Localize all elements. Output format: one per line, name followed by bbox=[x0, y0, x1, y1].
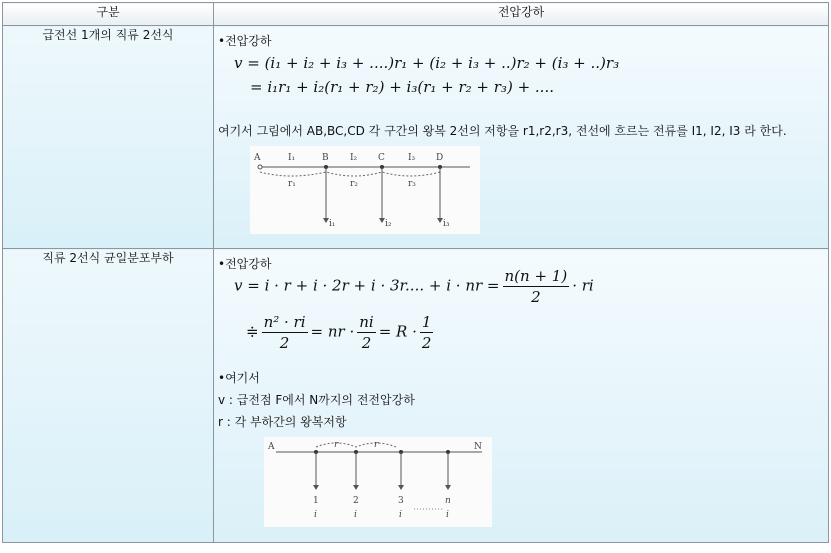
uniform-node-a: A bbox=[268, 442, 275, 452]
uniform-tap-n bbox=[445, 450, 451, 490]
uniform-node-n: N bbox=[474, 442, 482, 452]
uniform-tap-2 bbox=[353, 450, 359, 490]
row1-bullet: •전압강하 bbox=[218, 34, 272, 48]
uniform-res-label-2: r bbox=[374, 440, 379, 450]
tap-current-2: i₂ bbox=[385, 219, 392, 229]
current-label-3: I₃ bbox=[408, 153, 416, 163]
row2-formula-line2: ≑ $\frac{\text{n² · ri}}{2}$ = nr · $\frac{ni}{2}$ = R · $\frac{1}{2}$ bbox=[246, 313, 432, 352]
tap-c bbox=[379, 165, 385, 223]
voltage-drop-table bbox=[2, 2, 829, 543]
row1-content bbox=[214, 26, 829, 249]
row2-content bbox=[214, 249, 829, 543]
resistance-label-3: r₃ bbox=[408, 179, 416, 189]
node-label-c: C bbox=[378, 153, 385, 163]
res-arc bbox=[316, 443, 396, 447]
resistance-label-1: r₁ bbox=[288, 179, 296, 189]
uniform-res-label-1: r bbox=[334, 440, 339, 450]
current-label-2: I₂ bbox=[350, 153, 358, 163]
current-label-1: I₁ bbox=[288, 153, 296, 163]
uniform-tap-i-3: i bbox=[399, 510, 402, 520]
uniform-tap-num-n: n bbox=[445, 496, 451, 506]
uniform-tap-i-1: i bbox=[314, 510, 317, 520]
row2-label: 직류 2선식 균일분포부하 bbox=[3, 249, 214, 543]
header-category: 구분 bbox=[3, 3, 214, 26]
uniform-tap-3 bbox=[398, 450, 404, 490]
tap-b bbox=[323, 165, 329, 223]
row2-formula-line1: v = i · r + i · 2r + i · 3r.... + i · nr = $\frac{n(n + 1)}{2}$ · ri bbox=[234, 267, 594, 306]
row1-formula-line2: = i₁r₁ + i₂(r₁ + r₂) + i₃(r₁ + r₂ + r₃) + .... bbox=[250, 78, 554, 96]
row1-note: 여기서 그림에서 AB,BC,CD 각 구간의 왕복 2선의 저항을 r1,r2,r3, 전선에 흐르는 전류를 I1, I2, I3 라 한다. bbox=[218, 124, 787, 138]
row2-bullet: •전압강하 bbox=[218, 257, 272, 271]
uniform-tap-i-2: i bbox=[354, 510, 357, 520]
node-label-d: D bbox=[436, 153, 444, 163]
uniform-tap-num-2: 2 bbox=[353, 496, 359, 506]
resistance-label-2: r₂ bbox=[350, 179, 358, 189]
row2-where-r: r : 각 부하간의 왕복저항 bbox=[218, 415, 347, 429]
uniform-tap-num-1: 1 bbox=[313, 496, 319, 506]
node-label-a: A bbox=[254, 153, 261, 163]
tap-d bbox=[437, 165, 443, 223]
row1-label: 급전선 1개의 직류 2선식 bbox=[3, 26, 214, 249]
uniform-load-diagram bbox=[264, 437, 492, 527]
header-voltage-drop: 전압강하 bbox=[214, 3, 829, 26]
resistance-arc bbox=[260, 172, 440, 176]
uniform-tap-num-3: 3 bbox=[398, 496, 404, 506]
tap-current-1: i₁ bbox=[329, 219, 336, 229]
row1-formula-line1: v = (i₁ + i₂ + i₃ + ....)r₁ + (i₂ + i₃ + ..)r₂ + (i₃ + ..)r₃ bbox=[234, 54, 620, 72]
uniform-tap-1 bbox=[313, 450, 319, 490]
node-a-terminal bbox=[258, 165, 262, 169]
series-load-diagram bbox=[250, 146, 480, 234]
uniform-tap-i-n: i bbox=[446, 510, 449, 520]
node-label-b: B bbox=[322, 153, 329, 163]
tap-current-3: i₃ bbox=[443, 219, 450, 229]
row2-where-bullet: •여기서 bbox=[218, 371, 260, 385]
row2-where-v: v : 급전점 F에서 N까지의 전전압강하 bbox=[218, 393, 415, 407]
